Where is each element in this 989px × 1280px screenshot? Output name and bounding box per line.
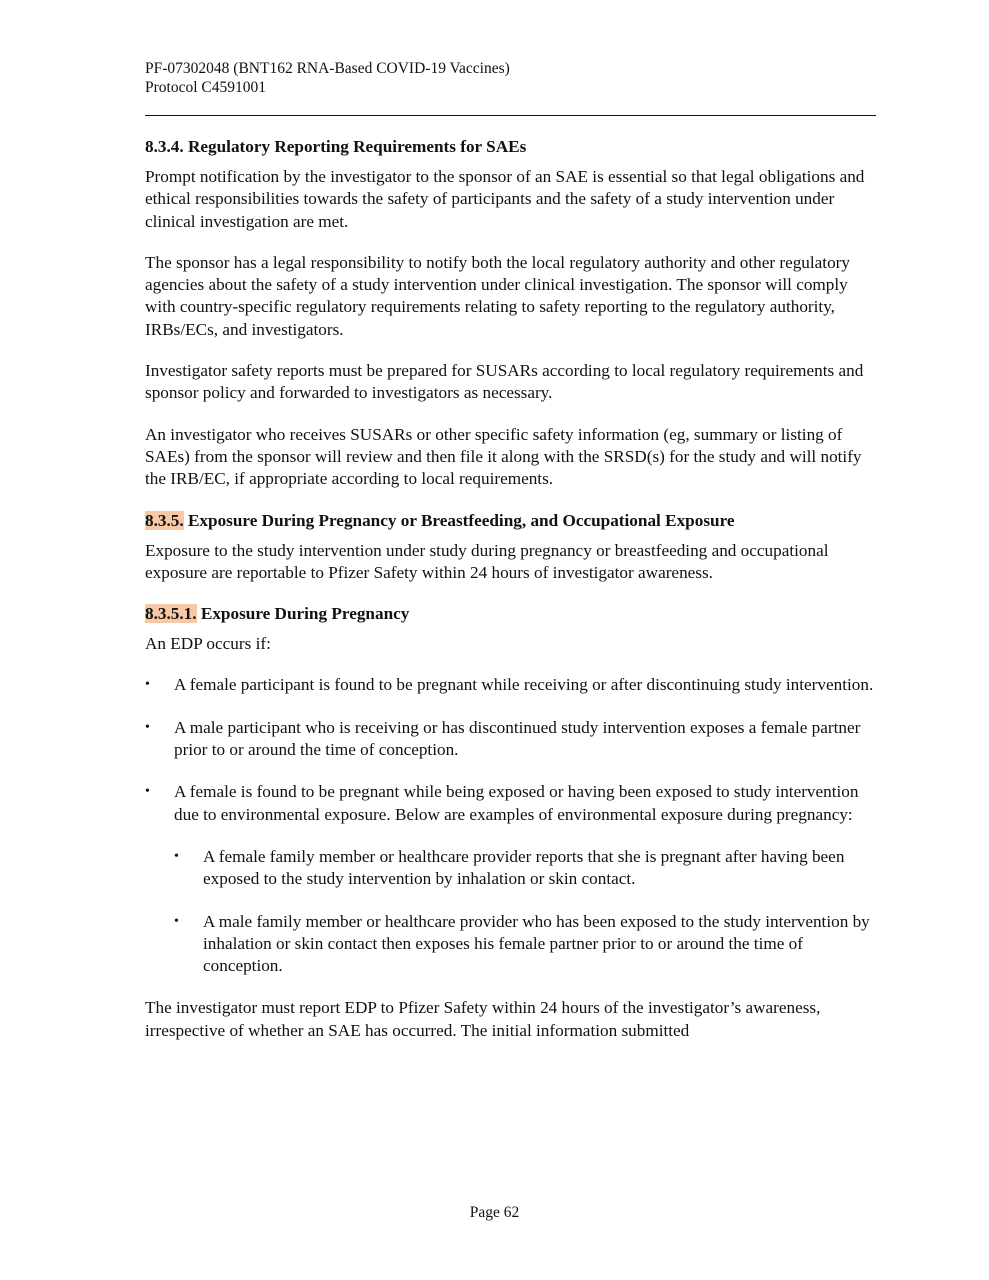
section-title: Exposure During Pregnancy bbox=[196, 604, 410, 624]
bullet-icon: • bbox=[145, 719, 150, 735]
list-item-text: A male participant who is receiving or has discontinued study intervention exposes a female partner prior to or around the time of conception. bbox=[174, 717, 861, 760]
list-item-text: A male family member or healthcare provider who has been exposed to the study intervention by inhalation or skin contact then exposes his female partner prior to or around the time of conception. bbox=[203, 911, 870, 976]
list-item bbox=[145, 781, 876, 977]
section-heading-8-3-5 bbox=[145, 510, 876, 532]
list-item-text: A female participant is found to be pregnant while receiving or after discontinuing study intervention. bbox=[174, 675, 874, 695]
paragraph: The investigator must report EDP to Pfizer Safety within 24 hours of the investigator’s awareness, irrespective of whether an SAE has occurred. The initial information submitted bbox=[145, 998, 821, 1040]
list-item bbox=[145, 674, 876, 696]
edp-conditions-list bbox=[145, 674, 876, 977]
running-header bbox=[145, 59, 510, 97]
bullet-icon: • bbox=[145, 784, 150, 800]
section-heading-8-3-5-1 bbox=[145, 603, 876, 625]
environmental-exposure-examples-list bbox=[174, 846, 876, 977]
header-protocol-line: Protocol C4591001 bbox=[145, 79, 266, 96]
section-title: Exposure During Pregnancy or Breastfeeding, and Occupational Exposure bbox=[183, 510, 735, 530]
paragraph: Investigator safety reports must be prepared for SUSARs according to local regulatory requirements and sponsor policy and forwarded to investigators as necessary. bbox=[145, 361, 864, 403]
paragraph: An investigator who receives SUSARs or other specific safety information (eg, summary or listing of SAEs) from the sponsor will review and then file it along with the SRSD(s) for the study and will notify the IRB/EC, if appropriate according to local requirements. bbox=[145, 424, 862, 489]
list-item-text: A female family member or healthcare provider reports that she is pregnant after having been exposed to the study intervention by inhalation or skin contact. bbox=[203, 846, 845, 889]
document-body bbox=[145, 136, 876, 1061]
paragraph: The sponsor has a legal responsibility to notify both the local regulatory authority and other regulatory agencies about the safety of a study intervention under clinical investigation. The sponsor will comply with country-specific regulatory requirements relating to safety reporting to the regulatory authority, IRBs/ECs, and investigators. bbox=[145, 252, 850, 339]
bullet-icon: • bbox=[174, 848, 179, 864]
page-number: Page 62 bbox=[469, 1204, 520, 1221]
header-product-line: PF-07302048 (BNT162 RNA-Based COVID-19 Vaccines) bbox=[145, 60, 510, 77]
list-item bbox=[174, 846, 876, 891]
header-divider bbox=[145, 115, 876, 116]
list-item bbox=[145, 717, 876, 762]
list-item-text: A female is found to be pregnant while being exposed or having been exposed to study intervention due to environmental exposure. Below are examples of environmental exposure during pregnancy: bbox=[174, 782, 859, 824]
list-item bbox=[174, 911, 876, 978]
paragraph: Prompt notification by the investigator to the sponsor of an SAE is essential so that legal obligations and ethical responsibilities towards the safety of participants and the safety of a study intervention under clinical investigation are met. bbox=[145, 167, 865, 231]
highlighted-section-number: 8.3.5. bbox=[145, 510, 184, 530]
bullet-icon: • bbox=[174, 913, 179, 929]
section-heading-8-3-4: 8.3.4. Regulatory Reporting Requirements for SAEs bbox=[145, 137, 527, 156]
bullet-icon: • bbox=[145, 677, 150, 693]
paragraph: Exposure to the study intervention under study during pregnancy or breastfeeding and occupational exposure are reportable to Pfizer Safety within 24 hours of investigator awareness. bbox=[145, 540, 829, 582]
paragraph: An EDP occurs if: bbox=[145, 634, 271, 654]
highlighted-section-number: 8.3.5.1. bbox=[145, 604, 197, 624]
